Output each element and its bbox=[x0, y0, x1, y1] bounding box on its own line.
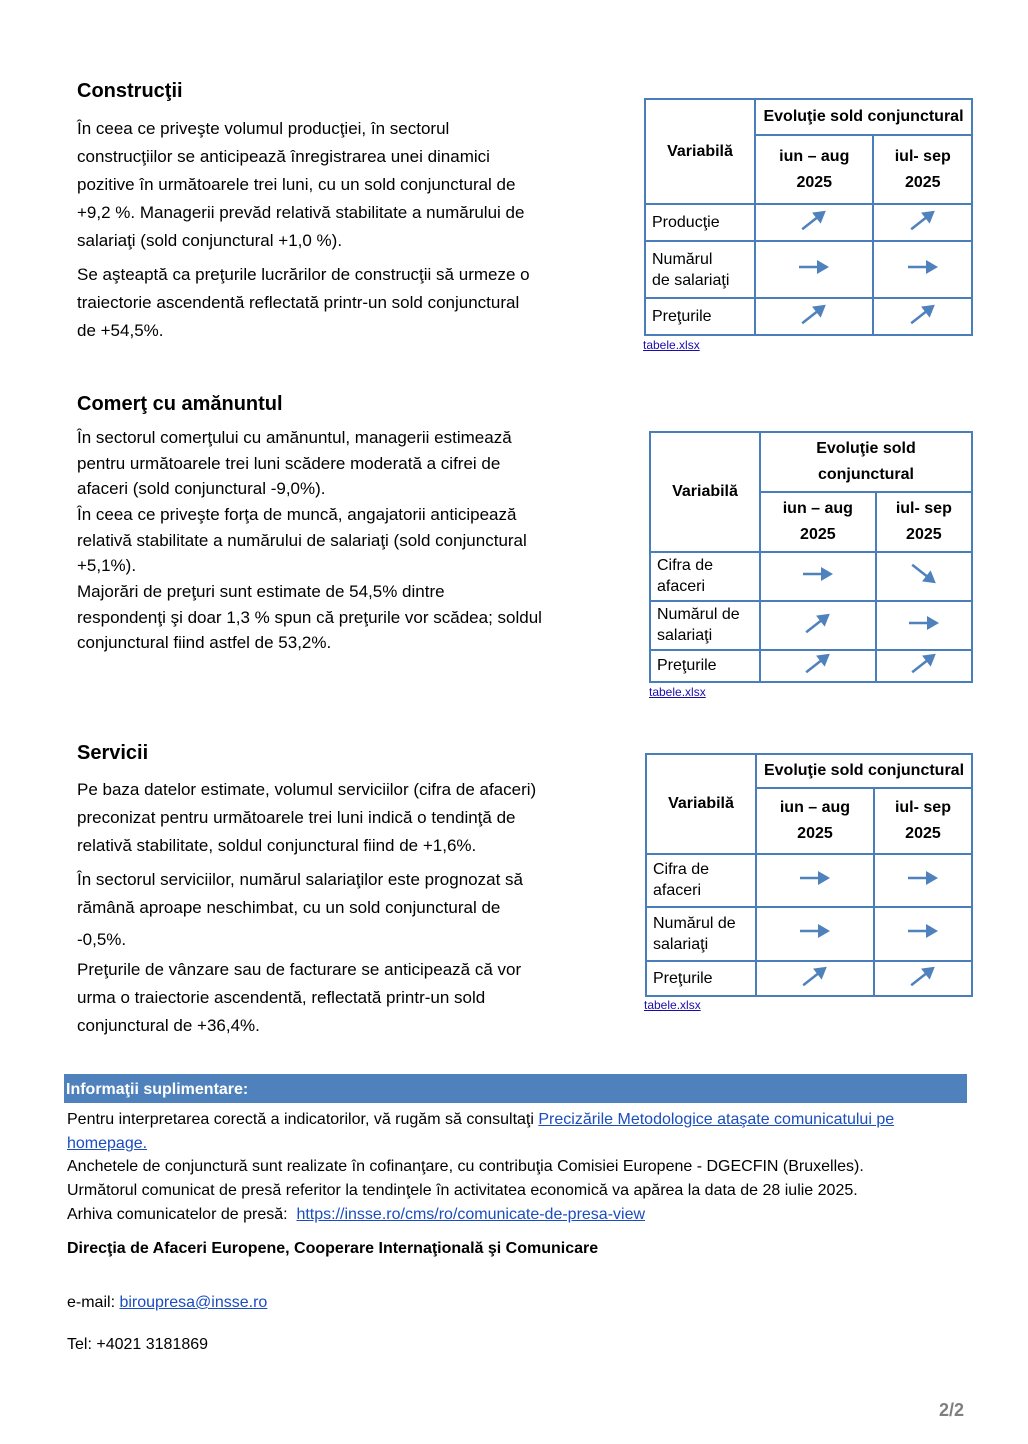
contact-phone: Tel: +4021 3181869 bbox=[67, 1336, 209, 1353]
text-line: +5,1%). bbox=[77, 556, 137, 575]
text-line: urma o traiectorie ascendentă, reflectată printr-un sold bbox=[77, 988, 486, 1007]
text-line: În ceea ce priveşte forţa de muncă, angajatorii anticipează bbox=[77, 505, 517, 524]
section-title-servicii: Servicii bbox=[77, 742, 149, 764]
info-line-methodology bbox=[67, 1108, 967, 1156]
arrow-up-right-icon bbox=[874, 961, 972, 996]
row-label: Producţie bbox=[645, 204, 755, 241]
text-line: Pe baza datelor estimate, volumul serviciilor (cifra de afaceri) bbox=[77, 780, 537, 799]
paragraph-comert-2 bbox=[77, 502, 594, 579]
text-line: relativă stabilitate a numărului de salariaţi (sold conjunctural bbox=[77, 530, 527, 550]
contact-email bbox=[67, 1291, 967, 1315]
arrow-right-icon bbox=[760, 552, 876, 601]
table-row bbox=[646, 854, 972, 908]
email-label: e-mail: bbox=[67, 1294, 120, 1311]
evolutie-header: Evoluţie sold conjunctural bbox=[755, 99, 972, 135]
arrow-up-right-icon bbox=[876, 650, 972, 682]
text-line: pozitive în următoarele trei luni, cu un sold conjunctural de bbox=[77, 175, 516, 194]
row-label: Preţurile bbox=[646, 961, 756, 996]
paragraph-servicii-1 bbox=[77, 776, 594, 860]
methodology-link[interactable]: Precizările Metodologice ataşate comunicatului pe homepage. bbox=[67, 1111, 895, 1152]
text-line: -0,5%. bbox=[77, 930, 127, 949]
info-line-cofinancing: Anchetele de conjunctură sunt realizate în cofinanţare, cu contribuţia Comisiei Europene - DGECFIN (Bruxelles). bbox=[67, 1158, 864, 1175]
period-header-1: iun – aug 2025 bbox=[755, 135, 873, 204]
variabila-header: Variabilă bbox=[645, 99, 755, 204]
table-row bbox=[646, 961, 972, 996]
text-line: conjunctural de +36,4%. bbox=[77, 1016, 260, 1035]
period-header-2: iul- sep 2025 bbox=[876, 492, 972, 552]
text-line: Se aşteaptă ca preţurile lucrărilor de construcţii să urmeze o bbox=[77, 265, 530, 284]
text-line: În ceea ce priveşte volumul producţiei, în sectorul bbox=[77, 119, 450, 138]
period-header-1: iun – aug 2025 bbox=[756, 788, 874, 854]
info-line-next-release: Următorul comunicat de presă referitor la tendinţele în activitatea economică va apărea la data de 28 iulie 2025. bbox=[67, 1182, 858, 1199]
text-line: Majorări de preţuri sunt estimate de 54,5% dintre bbox=[77, 582, 445, 601]
row-label: Numărul de salariaţi bbox=[650, 601, 760, 650]
row-label: Cifra de afaceri bbox=[646, 854, 756, 908]
page-number: 2/2 bbox=[938, 1400, 964, 1420]
table-header-row bbox=[650, 432, 972, 492]
table-header-row bbox=[645, 99, 972, 135]
paragraph-comert-1 bbox=[77, 425, 594, 502]
arrow-up-right-icon bbox=[755, 298, 873, 335]
directorate-name: Direcţia de Afaceri Europene, Cooperare Internaţională şi Comunicare bbox=[67, 1240, 599, 1257]
text-line: +9,2 %. Managerii prevăd relativă stabilitate a numărului de bbox=[77, 203, 525, 222]
arrow-up-right-icon bbox=[873, 298, 972, 335]
text-line: Preţurile de vânzare sau de facturare se anticipează că vor bbox=[77, 960, 522, 979]
table-row bbox=[645, 241, 972, 297]
table-row bbox=[650, 601, 972, 650]
evolutie-header: Evoluţie sold conjunctural bbox=[760, 432, 972, 492]
row-label: Preţurile bbox=[650, 650, 760, 682]
row-label: Cifra de afaceri bbox=[650, 552, 760, 601]
paragraph-servicii-3 bbox=[77, 956, 594, 1040]
arrow-right-icon bbox=[755, 241, 873, 297]
text-line: rămână aproape neschimbat, cu un sold conjunctural de bbox=[77, 898, 501, 917]
text-line: afaceri (sold conjunctural -9,0%). bbox=[77, 479, 326, 498]
table-row bbox=[650, 650, 972, 682]
info-text: Pentru interpretarea corectă a indicatorilor, vă rugăm să consultaţi bbox=[67, 1111, 539, 1128]
table-row bbox=[646, 907, 972, 961]
text-line: de +54,5%. bbox=[77, 321, 164, 340]
variabila-header: Variabilă bbox=[646, 754, 756, 854]
arrow-right-icon bbox=[874, 907, 972, 961]
table-header-row bbox=[646, 754, 972, 788]
table-constructii bbox=[644, 98, 973, 336]
row-label: Numărul de salariaţi bbox=[646, 907, 756, 961]
arrow-right-icon bbox=[873, 241, 972, 297]
arrow-up-right-icon bbox=[760, 601, 876, 650]
period-header-1: iun – aug 2025 bbox=[760, 492, 876, 552]
section-title-comert: Comerţ cu amănuntul bbox=[77, 393, 283, 415]
tabele-xlsx-link[interactable]: tabele.xlsx bbox=[643, 338, 700, 352]
info-text: Arhiva comunicatelor de presă: bbox=[67, 1206, 297, 1223]
text-line: salariaţi (sold conjunctural +1,0 %). bbox=[77, 231, 343, 250]
paragraph-comert-3 bbox=[77, 579, 594, 656]
text-line: traiectorie ascendentă reflectată printr-un sold conjunctural bbox=[77, 293, 520, 312]
variabila-header: Variabilă bbox=[650, 432, 760, 552]
arrow-up-right-icon bbox=[756, 961, 874, 996]
text-line: relativă stabilitate, soldul conjunctural fiind de +1,6%. bbox=[77, 836, 477, 855]
arrow-right-icon bbox=[756, 907, 874, 961]
text-line: preconizat pentru următoarele trei luni indică o tendinţă de bbox=[77, 808, 516, 827]
row-label: Numărul de salariaţi bbox=[645, 241, 755, 297]
email-link[interactable]: biroupresa@insse.ro bbox=[119, 1294, 268, 1311]
arrow-right-icon bbox=[756, 854, 874, 908]
evolutie-header: Evoluţie sold conjunctural bbox=[756, 754, 972, 788]
paragraph-constructii-1 bbox=[77, 115, 594, 255]
text-line: conjunctural fiind astfel de 53,2%. bbox=[77, 633, 332, 652]
table-row bbox=[645, 298, 972, 335]
tabele-xlsx-link[interactable]: tabele.xlsx bbox=[649, 685, 706, 699]
paragraph-constructii-2 bbox=[77, 261, 594, 345]
info-header-bar: Informaţii suplimentare: bbox=[64, 1074, 967, 1103]
text-line: În sectorul comerţului cu amănuntul, managerii estimează bbox=[77, 428, 512, 447]
arrow-up-right-icon bbox=[760, 650, 876, 682]
info-line-archive bbox=[67, 1203, 967, 1227]
text-line: pentru următoarele trei luni scădere moderată a cifrei de bbox=[77, 453, 501, 473]
period-header-2: iul- sep 2025 bbox=[873, 135, 972, 204]
row-label: Preţurile bbox=[645, 298, 755, 335]
arrow-down-right-icon bbox=[876, 552, 972, 601]
text-line: În sectorul serviciilor, numărul salariaţilor este prognozat să bbox=[77, 870, 523, 889]
arrow-right-icon bbox=[876, 601, 972, 650]
tabele-xlsx-link[interactable]: tabele.xlsx bbox=[644, 998, 701, 1012]
table-row bbox=[650, 552, 972, 601]
section-title-constructii: Construcţii bbox=[77, 80, 183, 102]
arrow-right-icon bbox=[874, 854, 972, 908]
period-header-2: iul- sep 2025 bbox=[874, 788, 972, 854]
arrow-up-right-icon bbox=[873, 204, 972, 241]
table-comert bbox=[649, 431, 973, 683]
paragraph-servicii-2 bbox=[77, 866, 594, 954]
text-line: respondenţi şi doar 1,3 % spun că preţurile vor scădea; soldul bbox=[77, 607, 542, 627]
text-line: construcţiilor se anticipează înregistrarea unei dinamici bbox=[77, 147, 490, 166]
arrow-up-right-icon bbox=[755, 204, 873, 241]
archive-link[interactable]: https://insse.ro/cms/ro/comunicate-de-presa-view bbox=[296, 1206, 646, 1223]
table-row bbox=[645, 204, 972, 241]
table-servicii bbox=[645, 753, 973, 997]
